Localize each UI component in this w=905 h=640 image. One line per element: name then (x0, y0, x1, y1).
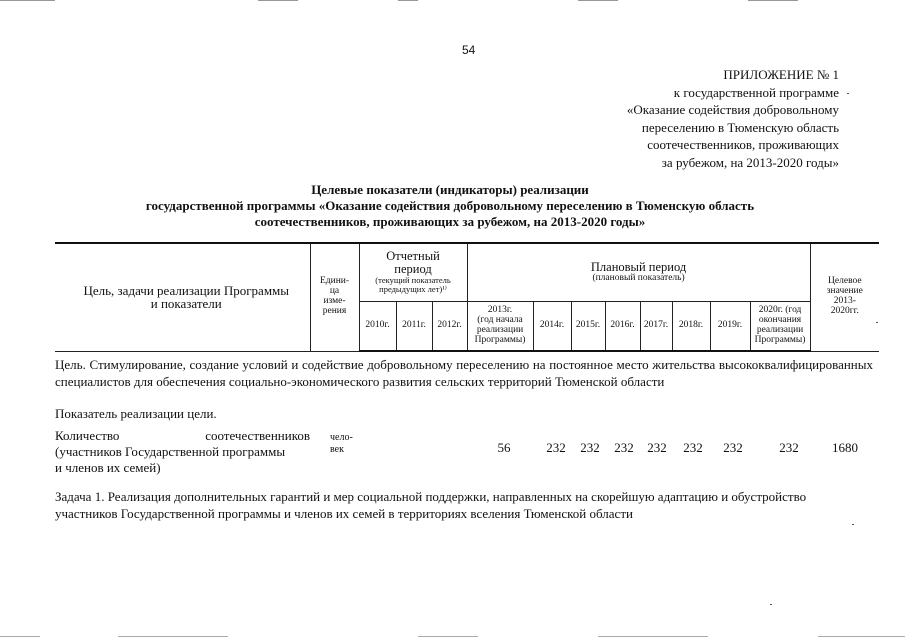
plan-sub: (плановый показатель) (592, 273, 685, 284)
report-period-header (359, 243, 467, 301)
target-line: значение (826, 286, 863, 297)
indicator-name (55, 428, 310, 476)
appendix-line: за рубежом, на 2013-2020 годы» (661, 154, 839, 170)
scan-speck (847, 93, 849, 94)
year-2013-line: (год начала (477, 314, 523, 325)
task-line: участников Государственной программы и членов их семей в территориях вселения Тюменской области (55, 506, 633, 521)
page-number: 54 (462, 43, 476, 57)
report-sub-line: (текущий показатель (375, 274, 451, 285)
value-2019: 232 (723, 440, 743, 455)
goal-header-cell (55, 243, 310, 351)
appendix-line: переселению в Тюменскую область (641, 119, 839, 135)
appendix-line: к государственной программе (673, 84, 839, 100)
year-2016-header: 2016г. (605, 301, 640, 351)
report-title-line: Отчетный (386, 248, 440, 263)
report-title-line: период (394, 261, 432, 276)
appendix-line: ПРИЛОЖЕНИЕ № 1 (723, 67, 839, 82)
year-2013-header (467, 301, 533, 351)
indicators-header-table (55, 242, 879, 352)
year-2020-header (750, 301, 810, 351)
goal-indicator-label: Показатель реализации цели. (55, 406, 217, 421)
title-line: Целевые показатели (индикаторы) реализации (311, 182, 589, 197)
table-row (0, 428, 905, 478)
unit-line: чело- (330, 432, 353, 443)
scan-bottom-edge (0, 634, 905, 640)
value-2013: 56 (497, 440, 511, 455)
report-sub-line: предыдущих лет)¹⁾ (379, 284, 447, 295)
unit-header-line: рения (322, 306, 347, 317)
title-line: соотечественников, проживающих за рубежом, на 2013-2020 годы» (254, 214, 646, 229)
target-line: 2013- (833, 296, 856, 307)
target-line: 2020гг. (830, 306, 859, 317)
appendix-header (509, 66, 839, 171)
goal-header-line: Цель, задачи реализации Программы (83, 282, 290, 298)
value-total: 1680 (832, 440, 858, 455)
year-2020-line: реализации (756, 324, 804, 335)
document-title (80, 182, 820, 230)
appendix-line: соотечественников, проживающих (647, 137, 839, 152)
plan-period-header (467, 243, 810, 301)
year-2011-header: 2011г. (396, 301, 432, 351)
year-2020-line: 2020г. (год (758, 304, 802, 315)
year-2020-line: окончания (758, 314, 802, 325)
unit-header-line: Едини- (319, 276, 350, 287)
value-2017: 232 (647, 440, 667, 455)
value-2015: 232 (580, 440, 600, 455)
unit-value (330, 432, 360, 456)
indicator-name-part: соотечественников (205, 428, 310, 443)
indicator-name-line: (участников Государственной программы (55, 444, 286, 459)
year-2020-line: Программы) (754, 334, 806, 345)
goal-statement: Цель. Стимулирование, создание условий и содействие добровольному переселению на постоянное место жительства высококвалифицированных специалистов для обеспечения социально-экономического развития сельских территорий Тюменской области (55, 357, 873, 389)
year-2010-header: 2010г. (359, 301, 396, 351)
value-2016: 232 (614, 440, 634, 455)
appendix-line: «Оказание содействия добровольному (626, 102, 839, 117)
task-1 (55, 488, 873, 522)
title-line: государственной программы «Оказание содействия добровольному переселению в Тюменскую область (145, 198, 755, 213)
value-2020: 232 (779, 440, 799, 455)
plan-title: Плановый период (590, 259, 687, 274)
year-2014-header: 2014г. (533, 301, 571, 351)
value-2018: 232 (683, 440, 703, 455)
year-2013-line: Программы) (474, 334, 526, 345)
year-2012-header: 2012г. (432, 301, 467, 351)
task-line: Задача 1. Реализация дополнительных гарантий и мер социальной поддержки, направленных на скорейшую адаптацию и обустройство (55, 489, 807, 504)
scan-top-edge (0, 0, 905, 4)
unit-header-line: изме- (323, 296, 346, 307)
year-2018-header: 2018г. (672, 301, 710, 351)
year-2013-line: реализации (476, 324, 524, 335)
target-header-cell (810, 243, 879, 351)
scan-speck (770, 604, 772, 605)
target-line: Целевое (828, 276, 862, 287)
year-2013-line: 2013г. (487, 304, 513, 315)
scan-speck (876, 322, 878, 323)
goal-header-line: и показатели (150, 296, 222, 312)
indicator-name-part: Количество (55, 428, 120, 443)
year-2019-header: 2019г. (710, 301, 750, 351)
unit-header-cell (310, 243, 359, 351)
value-2014: 232 (546, 440, 566, 455)
scan-speck (852, 524, 854, 525)
indicator-name-line: и членов их семей) (55, 460, 161, 475)
year-2017-header: 2017г. (640, 301, 672, 351)
year-2015-header: 2015г. (571, 301, 605, 351)
unit-header-line: ца (329, 286, 340, 297)
unit-line: век (330, 444, 344, 455)
